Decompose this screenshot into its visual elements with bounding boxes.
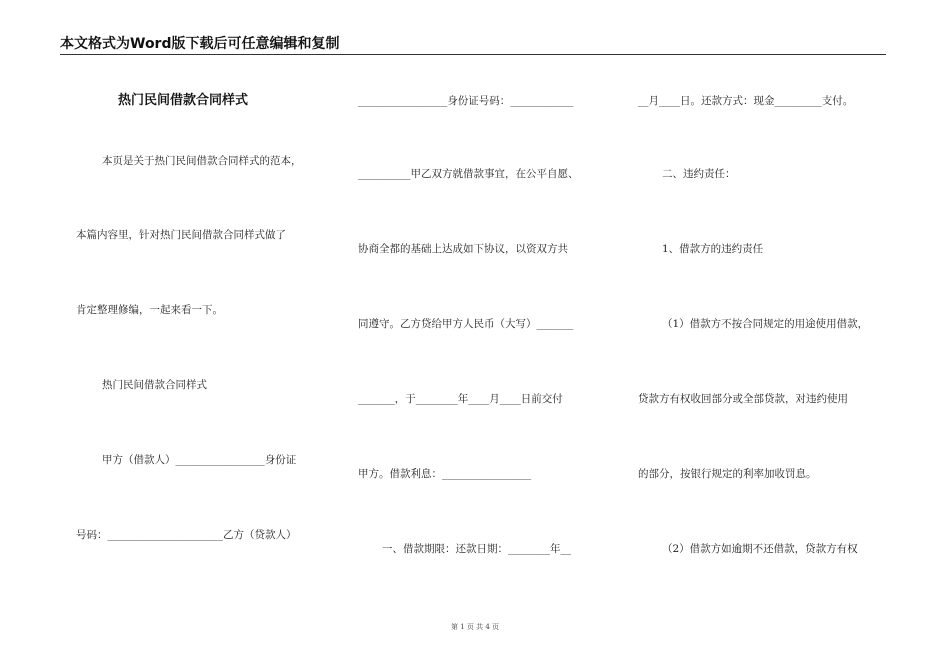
column-left xyxy=(60,0,328,672)
paragraph-line: _________________身份证号码：____________ xyxy=(358,95,574,107)
paragraph-line: 协商全都的基础上达成如下协议，以资双方共 xyxy=(358,243,568,255)
section-heading: 热门民间借款合同样式 xyxy=(102,379,207,391)
paragraph-line: _______，于________年____月____日前交付 xyxy=(358,393,563,405)
paragraph-line: 一、借款期限：还款日期：________年__ xyxy=(382,543,571,555)
paragraph-line: （2）借款方如逾期不还借款，贷款方有权 xyxy=(662,543,858,555)
paragraph-line: 的部分，按银行规定的利率加收罚息。 xyxy=(638,468,817,480)
section-heading: 二、违约责任： xyxy=(662,168,736,180)
paragraph-line: 本页是关于热门民间借款合同样式的范本， xyxy=(102,155,302,167)
paragraph-line: 肯定整理修编，一起来看一下。 xyxy=(76,304,223,316)
header-text: 本文格式为Word版下载后可任意编辑和复制 xyxy=(60,36,340,52)
column-right xyxy=(636,0,892,672)
paragraph-line: 同遵守。乙方贷给甲方人民币（大写）_______ xyxy=(358,318,574,330)
paragraph-line: __________甲乙双方就借款事宜，在公平自愿、 xyxy=(358,168,579,180)
paragraph-line: 本篇内容里，针对热门民间借款合同样式做了 xyxy=(76,229,286,241)
subsection-heading: 1、借款方的违约责任 xyxy=(662,243,764,255)
paragraph-line: 贷款方有权收回部分或全部贷款，对违约使用 xyxy=(638,393,848,405)
paragraph-line: 号码：______________________乙方（贷款人） xyxy=(76,529,297,541)
page-number: 第 1 页 共 4 页 xyxy=(450,623,500,631)
paragraph-line: （1）借款方不按合同规定的用途使用借款， xyxy=(662,318,869,330)
paragraph-line: 甲方（借款人）_________________身份证 xyxy=(102,454,297,466)
paragraph-line: __月____日。还款方式：现金_________支付。 xyxy=(638,95,854,107)
column-middle xyxy=(356,0,608,672)
paragraph-line: 甲方。借款利息：_________________ xyxy=(358,468,532,480)
document-title: 热门民间借款合同样式 xyxy=(118,93,249,108)
